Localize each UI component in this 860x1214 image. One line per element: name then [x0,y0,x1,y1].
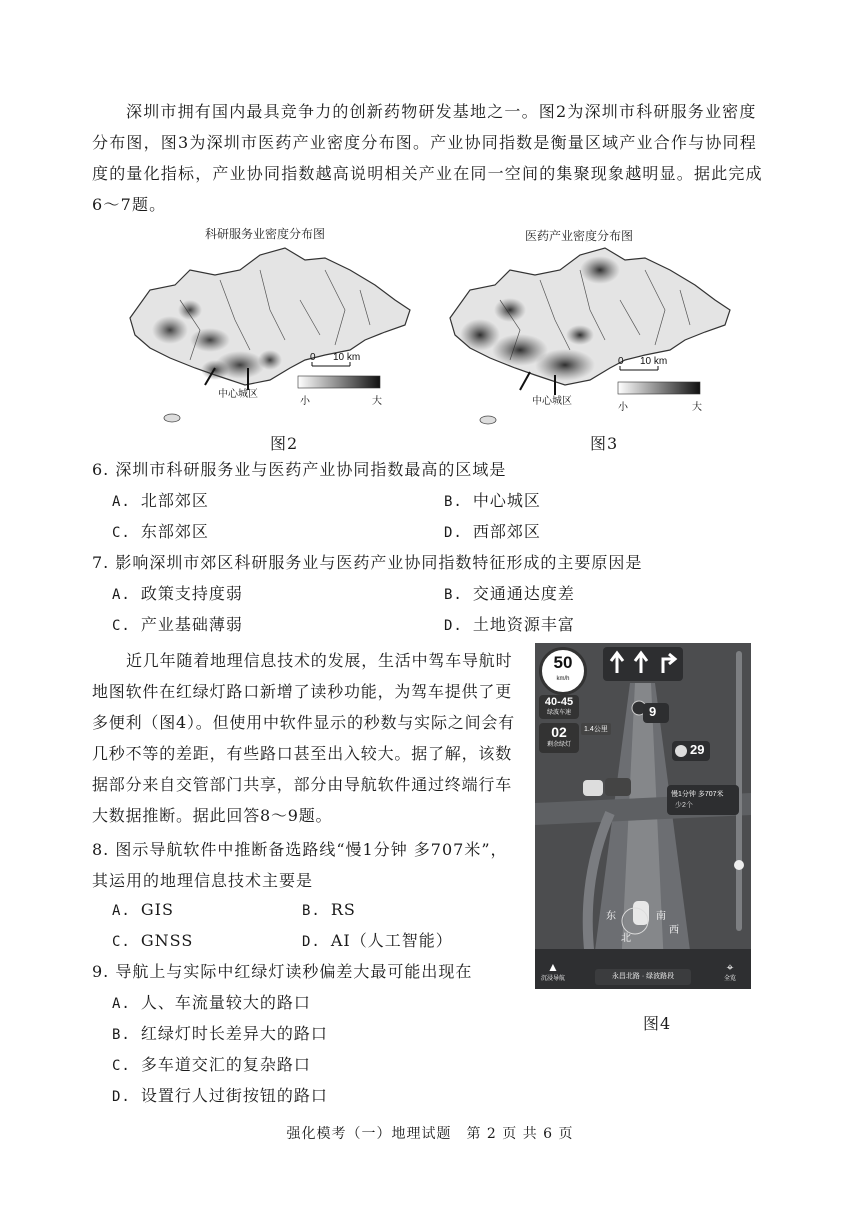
fig2-scale-zero: 0 [310,352,316,363]
suggest-speed-value: 40-45 [544,696,574,708]
distance-label: 1.4公里 [581,723,611,735]
q8-option-a: A. GIS [112,900,174,919]
countdown-panel [539,723,579,753]
countdown-digit-0: 0 [551,724,559,740]
dir-north: 北 [621,933,631,944]
countdown-label: 剩余绿灯 [546,742,571,748]
page-footer: 强化模考（一）地理试题 第 2 页 共 6 页 [286,1126,574,1142]
suggest-speed-panel [539,695,579,719]
q7-option-a: A. 政策支持度弱 [112,584,243,603]
q8-option-d: D. AI（人工智能） [302,931,453,950]
q8-option-c: C. GNSS [112,931,194,950]
q7-option-d: D. 土地资源丰富 [444,615,575,634]
dir-east: 东 [606,911,616,922]
q7-option-c: C. 产业基础薄弱 [112,615,243,634]
intro-paragraph-6-7: 深圳市拥有国内最具竞争力的创新药物研发基地之一。图2为深圳市科研服务业密度分布图，图3为深圳市医药产业密度分布图。产业协同指数是衡量区域产业合作与协同程度的量化指标，产业协同指数越高说明相关产业在同一空间的集聚现象越明显。据此完成6～7题。 [92,102,763,214]
suggest-speed-label: 绿波车速 [546,710,571,716]
light-countdown-29: 29 [690,742,705,757]
alt-route-sub: 少2个 [675,802,693,809]
q8-stem: 8. 图示导航软件中推断备选路线“慢1分钟 多707米”，其运用的地理信息技术主要是 [92,840,508,890]
q6-option-a: A. 北部郊区 [112,491,209,510]
fig2-scale-km: 10 km [333,352,361,363]
overview-icon: ⌖ [726,960,734,974]
fig3-center-label: 中心城区 [532,396,572,407]
overview-button[interactable]: ⌖ 全览 [715,961,745,982]
road-name: 永昌北路 · 绿波路段 [611,973,675,980]
fig3-scale-km: 10 km [640,356,668,367]
intro-paragraph-8-9: 近几年随着地理信息技术的发展，生活中驾车导航时地图软件在红绿灯路口新增了读秒功能，为驾车提供了更多便利（图4）。但使用中软件显示的秒数与实际之间会有几秒不等的差距，有些路口甚至出入较大。据了解，该数据部分来自交管部门共享，部分由导航软件通过终端行车大数据推断。据此回答8～9题。 [92,651,515,825]
fig2-legend-low: 小 [300,396,310,407]
fig4-navigation-screenshot [535,643,751,989]
speed-limit-value: 50 [553,653,573,672]
q9-option-b: B. 红绿灯时长差异大的路口 [112,1024,328,1043]
q6-option-c: C. 东部郊区 [112,522,209,541]
countdown-digit-2: 2 [559,724,567,740]
fig3-caption: 图3 [590,434,619,453]
fig3-legend-low: 小 [618,402,628,413]
alt-route-label: 慢1分钟 多707米 [671,791,724,798]
fig2-legend-high: 大 [372,396,382,407]
fig2-caption: 图2 [270,434,299,453]
fig3-scale-zero: 0 [618,356,624,367]
fig2-density-map [120,240,420,430]
fig3-density-map [440,240,740,430]
fig3-title: 医药产业密度分布图 [525,229,634,243]
dir-west: 西 [669,925,679,936]
q9-option-a: A. 人、车流量较大的路口 [112,993,311,1012]
fig4-caption: 图4 [643,1014,672,1033]
q9-stem: 9. 导航上与实际中红绿灯读秒偏差大最可能出现在 [92,962,473,981]
fig3-legend-high: 大 [692,402,702,413]
fig2-center-label: 中心城区 [218,389,258,400]
q8-option-b: B. RS [302,900,356,919]
fig2-title: 科研服务业密度分布图 [205,227,326,241]
immersive-nav-button[interactable]: ▲ 沉浸导航 [540,960,565,982]
speed-limit-sign [539,647,587,695]
q6-stem: 6. 深圳市科研服务业与医药产业协同指数最高的区域是 [92,460,507,479]
q9-option-c: C. 多车道交汇的复杂路口 [112,1055,311,1074]
speed-limit-unit: km/h [556,676,570,682]
q7-option-b: B. 交通通达度差 [444,584,575,603]
light-countdown-9: 9 [649,704,657,719]
dir-south: 南 [656,911,666,922]
q7-stem: 7. 影响深圳市郊区科研服务业与医药产业协同指数特征形成的主要原因是 [92,553,643,572]
q6-option-d: D. 西部郊区 [444,522,541,541]
q9-option-d: D. 设置行人过街按钮的路口 [112,1086,328,1105]
nav-arrow-icon: ▲ [547,960,559,974]
q6-option-b: B. 中心城区 [444,491,541,510]
